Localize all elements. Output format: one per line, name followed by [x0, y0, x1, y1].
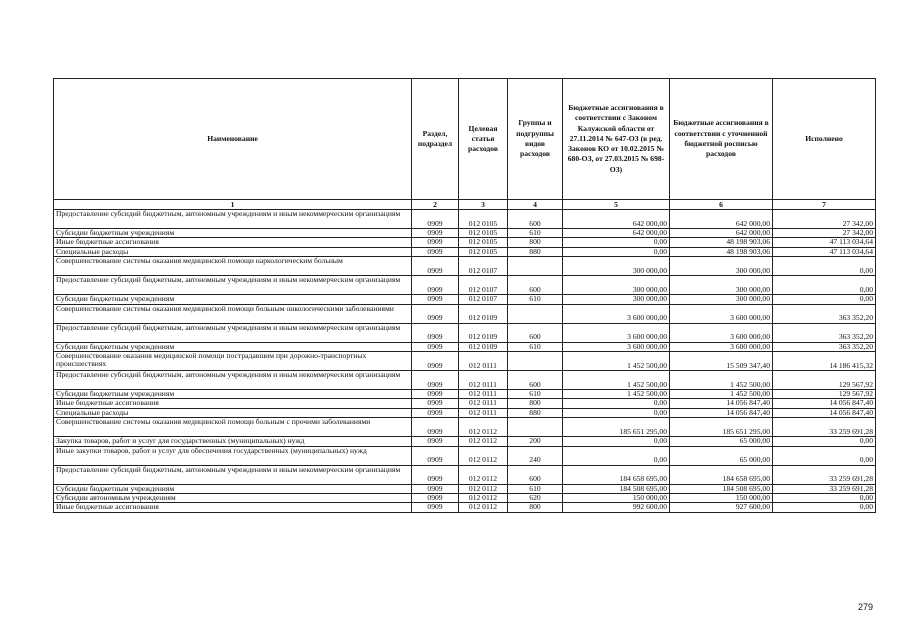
cell-group: 600: [508, 465, 563, 484]
cell-name: Субсидии бюджетным учреждениям: [54, 229, 412, 238]
cell-executed: 0,00: [773, 437, 876, 446]
cell-name: Совершенствование системы оказания медицинской помощи наркологическим больным: [54, 257, 412, 276]
table-row: [54, 484, 876, 493]
cell-section: 0909: [412, 437, 459, 446]
cell-name: Специальные расходы: [54, 408, 412, 417]
cell-section: 0909: [412, 257, 459, 276]
cell-group: 610: [508, 484, 563, 493]
column-number: 6: [670, 200, 773, 210]
cell-target: 012 0105: [459, 247, 508, 256]
cell-executed: 33 259 691,28: [773, 465, 876, 484]
cell-executed: 47 113 034,64: [773, 238, 876, 247]
cell-executed: 0,00: [773, 257, 876, 276]
cell-refined: 15 509 347,40: [670, 352, 773, 371]
cell-refined: 48 198 903,06: [670, 238, 773, 247]
cell-executed: 0,00: [773, 494, 876, 503]
cell-section: 0909: [412, 503, 459, 512]
cell-section: 0909: [412, 304, 459, 323]
cell-law: 300 000,00: [563, 276, 670, 295]
cell-target: 012 0111: [459, 371, 508, 390]
budget-table-page: [53, 78, 875, 513]
cell-executed: 363 352,20: [773, 304, 876, 323]
cell-law: 0,00: [563, 446, 670, 465]
cell-refined: 300 000,00: [670, 257, 773, 276]
cell-refined: 642 000,00: [670, 210, 773, 229]
cell-name: Предоставление субсидий бюджетным, автономным учреждениям и иным некоммерческим организациям: [54, 371, 412, 390]
cell-group: 610: [508, 342, 563, 351]
table-row: [54, 210, 876, 229]
cell-group: [508, 418, 563, 437]
table-row: [54, 352, 876, 371]
cell-refined: 300 000,00: [670, 276, 773, 295]
cell-name: Совершенствование системы оказания медицинской помощи больным онкологическими заболеваниями: [54, 304, 412, 323]
cell-executed: 14 186 415,32: [773, 352, 876, 371]
column-number: 1: [54, 200, 412, 210]
table-row: [54, 342, 876, 351]
cell-target: 012 0112: [459, 446, 508, 465]
table-row: [54, 503, 876, 512]
cell-section: 0909: [412, 323, 459, 342]
cell-section: 0909: [412, 276, 459, 295]
cell-executed: 129 567,92: [773, 390, 876, 399]
cell-group: 800: [508, 238, 563, 247]
cell-group: 240: [508, 446, 563, 465]
budget-table: [53, 78, 876, 513]
cell-law: 642 000,00: [563, 229, 670, 238]
cell-refined: 3 600 000,00: [670, 323, 773, 342]
column-number: 4: [508, 200, 563, 210]
table-row: [54, 257, 876, 276]
cell-target: 012 0105: [459, 210, 508, 229]
table-row: [54, 238, 876, 247]
table-row: [54, 399, 876, 408]
cell-target: 012 0111: [459, 399, 508, 408]
cell-section: 0909: [412, 408, 459, 417]
cell-group: 600: [508, 371, 563, 390]
cell-law: 184 508 695,00: [563, 484, 670, 493]
cell-law: 0,00: [563, 399, 670, 408]
cell-refined: 185 651 295,00: [670, 418, 773, 437]
cell-group: 880: [508, 247, 563, 256]
cell-group: 610: [508, 229, 563, 238]
cell-group: [508, 257, 563, 276]
column-number: 7: [773, 200, 876, 210]
cell-section: 0909: [412, 342, 459, 351]
cell-group: 610: [508, 295, 563, 304]
cell-law: 184 658 695,00: [563, 465, 670, 484]
cell-name: Предоставление субсидий бюджетным, автономным учреждениям и иным некоммерческим организациям: [54, 465, 412, 484]
cell-refined: 14 056 847,40: [670, 408, 773, 417]
cell-refined: 1 452 500,00: [670, 371, 773, 390]
cell-target: 012 0105: [459, 238, 508, 247]
cell-name: Закупка товаров, работ и услуг для государственных (муниципальных) нужд: [54, 437, 412, 446]
cell-executed: 47 113 034,64: [773, 247, 876, 256]
cell-refined: 642 000,00: [670, 229, 773, 238]
cell-group: 610: [508, 390, 563, 399]
cell-group: 880: [508, 408, 563, 417]
cell-name: Предоставление субсидий бюджетным, автономным учреждениям и иным некоммерческим организациям: [54, 210, 412, 229]
cell-target: 012 0111: [459, 390, 508, 399]
cell-law: 1 452 500,00: [563, 371, 670, 390]
cell-refined: 48 198 903,06: [670, 247, 773, 256]
cell-section: 0909: [412, 390, 459, 399]
cell-target: 012 0109: [459, 342, 508, 351]
cell-target: 012 0109: [459, 323, 508, 342]
cell-executed: 363 352,20: [773, 342, 876, 351]
cell-name: Иные бюджетные ассигнования: [54, 399, 412, 408]
cell-group: 600: [508, 276, 563, 295]
cell-section: 0909: [412, 238, 459, 247]
table-row: [54, 247, 876, 256]
cell-law: 1 452 500,00: [563, 352, 670, 371]
cell-executed: 0,00: [773, 503, 876, 512]
cell-section: 0909: [412, 352, 459, 371]
cell-law: 3 600 000,00: [563, 342, 670, 351]
cell-section: 0909: [412, 295, 459, 304]
header-refined: Бюджетные ассигнования в соответствии с уточненной бюджетной росписью расходов: [670, 79, 773, 200]
cell-executed: 14 056 847,40: [773, 408, 876, 417]
cell-refined: 14 056 847,40: [670, 399, 773, 408]
table-header-row: [54, 79, 876, 200]
table-row: [54, 295, 876, 304]
cell-refined: 927 600,00: [670, 503, 773, 512]
cell-name: Субсидии бюджетным учреждениям: [54, 295, 412, 304]
cell-target: 012 0107: [459, 257, 508, 276]
cell-refined: 184 508 695,00: [670, 484, 773, 493]
cell-refined: 3 600 000,00: [670, 304, 773, 323]
table-row: [54, 371, 876, 390]
header-law: Бюджетные ассигнования в соответствии с Законом Калужской области от 27.11.2014 № 647-ОЗ (в ред. Законов КО от 10.02.2015 № 680-ОЗ, от 27.03.2015 № 698-ОЗ): [563, 79, 670, 200]
table-row: [54, 408, 876, 417]
cell-refined: 3 600 000,00: [670, 342, 773, 351]
column-number: 5: [563, 200, 670, 210]
table-row: [54, 276, 876, 295]
table-row: [54, 418, 876, 437]
cell-section: 0909: [412, 418, 459, 437]
column-number-row: [54, 200, 876, 210]
cell-section: 0909: [412, 484, 459, 493]
cell-target: 012 0112: [459, 418, 508, 437]
cell-section: 0909: [412, 247, 459, 256]
cell-law: 185 651 295,00: [563, 418, 670, 437]
cell-name: Субсидии бюджетным учреждениям: [54, 484, 412, 493]
cell-name: Субсидии автономным учреждениям: [54, 494, 412, 503]
cell-law: 300 000,00: [563, 257, 670, 276]
cell-law: 150 000,00: [563, 494, 670, 503]
cell-target: 012 0109: [459, 304, 508, 323]
cell-name: Иные бюджетные ассигнования: [54, 238, 412, 247]
table-row: [54, 465, 876, 484]
cell-name: Совершенствование системы оказания медицинской помощи больным с прочими заболеваниями: [54, 418, 412, 437]
cell-executed: 0,00: [773, 446, 876, 465]
cell-name: Иные бюджетные ассигнования: [54, 503, 412, 512]
page-number: 279: [858, 602, 874, 612]
cell-section: 0909: [412, 229, 459, 238]
cell-law: 300 000,00: [563, 295, 670, 304]
cell-section: 0909: [412, 371, 459, 390]
cell-law: 1 452 500,00: [563, 390, 670, 399]
cell-target: 012 0111: [459, 352, 508, 371]
cell-law: 3 600 000,00: [563, 323, 670, 342]
cell-law: 0,00: [563, 238, 670, 247]
cell-target: 012 0105: [459, 229, 508, 238]
cell-target: 012 0112: [459, 484, 508, 493]
table-row: [54, 437, 876, 446]
cell-refined: 1 452 500,00: [670, 390, 773, 399]
cell-law: 0,00: [563, 247, 670, 256]
column-number: 2: [412, 200, 459, 210]
cell-executed: 27 342,00: [773, 229, 876, 238]
header-group: Группы и подгруппы видов расходов: [508, 79, 563, 200]
cell-group: 800: [508, 503, 563, 512]
cell-group: [508, 304, 563, 323]
cell-target: 012 0107: [459, 295, 508, 304]
table-row: [54, 304, 876, 323]
header-target: Целевая статья расходов: [459, 79, 508, 200]
cell-name: Специальные расходы: [54, 247, 412, 256]
cell-group: 600: [508, 210, 563, 229]
table-row: [54, 229, 876, 238]
cell-law: 0,00: [563, 437, 670, 446]
cell-group: 620: [508, 494, 563, 503]
cell-group: 600: [508, 323, 563, 342]
cell-section: 0909: [412, 446, 459, 465]
cell-refined: 300 000,00: [670, 295, 773, 304]
cell-executed: 0,00: [773, 276, 876, 295]
table-body: [54, 210, 876, 513]
table-row: [54, 446, 876, 465]
header-section: Раздел, подраздел: [412, 79, 459, 200]
cell-law: 992 600,00: [563, 503, 670, 512]
column-number: 3: [459, 200, 508, 210]
cell-section: 0909: [412, 210, 459, 229]
cell-target: 012 0111: [459, 408, 508, 417]
cell-law: 642 000,00: [563, 210, 670, 229]
table-row: [54, 390, 876, 399]
cell-name: Субсидии бюджетным учреждениям: [54, 390, 412, 399]
cell-law: 3 600 000,00: [563, 304, 670, 323]
cell-section: 0909: [412, 465, 459, 484]
cell-executed: 27 342,00: [773, 210, 876, 229]
cell-refined: 65 000,00: [670, 437, 773, 446]
cell-name: Субсидии бюджетным учреждениям: [54, 342, 412, 351]
cell-name: Предоставление субсидий бюджетным, автономным учреждениям и иным некоммерческим организациям: [54, 323, 412, 342]
cell-refined: 65 000,00: [670, 446, 773, 465]
cell-target: 012 0112: [459, 494, 508, 503]
cell-target: 012 0112: [459, 437, 508, 446]
cell-executed: 363 352,20: [773, 323, 876, 342]
cell-executed: 33 259 691,28: [773, 484, 876, 493]
cell-group: 200: [508, 437, 563, 446]
cell-group: [508, 352, 563, 371]
table-row: [54, 494, 876, 503]
cell-executed: 14 056 847,40: [773, 399, 876, 408]
header-executed: Исполнено: [773, 79, 876, 200]
cell-executed: 0,00: [773, 295, 876, 304]
cell-executed: 129 567,92: [773, 371, 876, 390]
cell-refined: 184 658 695,00: [670, 465, 773, 484]
cell-name: Совершенствование оказания медицинской помощи пострадавшим при дорожно-транспортных происшествиях: [54, 352, 412, 371]
cell-law: 0,00: [563, 408, 670, 417]
cell-section: 0909: [412, 494, 459, 503]
cell-executed: 33 259 691,28: [773, 418, 876, 437]
cell-target: 012 0112: [459, 503, 508, 512]
cell-refined: 150 000,00: [670, 494, 773, 503]
cell-target: 012 0107: [459, 276, 508, 295]
cell-name: Предоставление субсидий бюджетным, автономным учреждениям и иным некоммерческим организациям: [54, 276, 412, 295]
table-row: [54, 323, 876, 342]
cell-section: 0909: [412, 399, 459, 408]
cell-target: 012 0112: [459, 465, 508, 484]
header-name: Наименование: [54, 79, 412, 200]
cell-group: 800: [508, 399, 563, 408]
cell-name: Иные закупки товаров, работ и услуг для обеспечения государственных (муниципальных) нужд: [54, 446, 412, 465]
